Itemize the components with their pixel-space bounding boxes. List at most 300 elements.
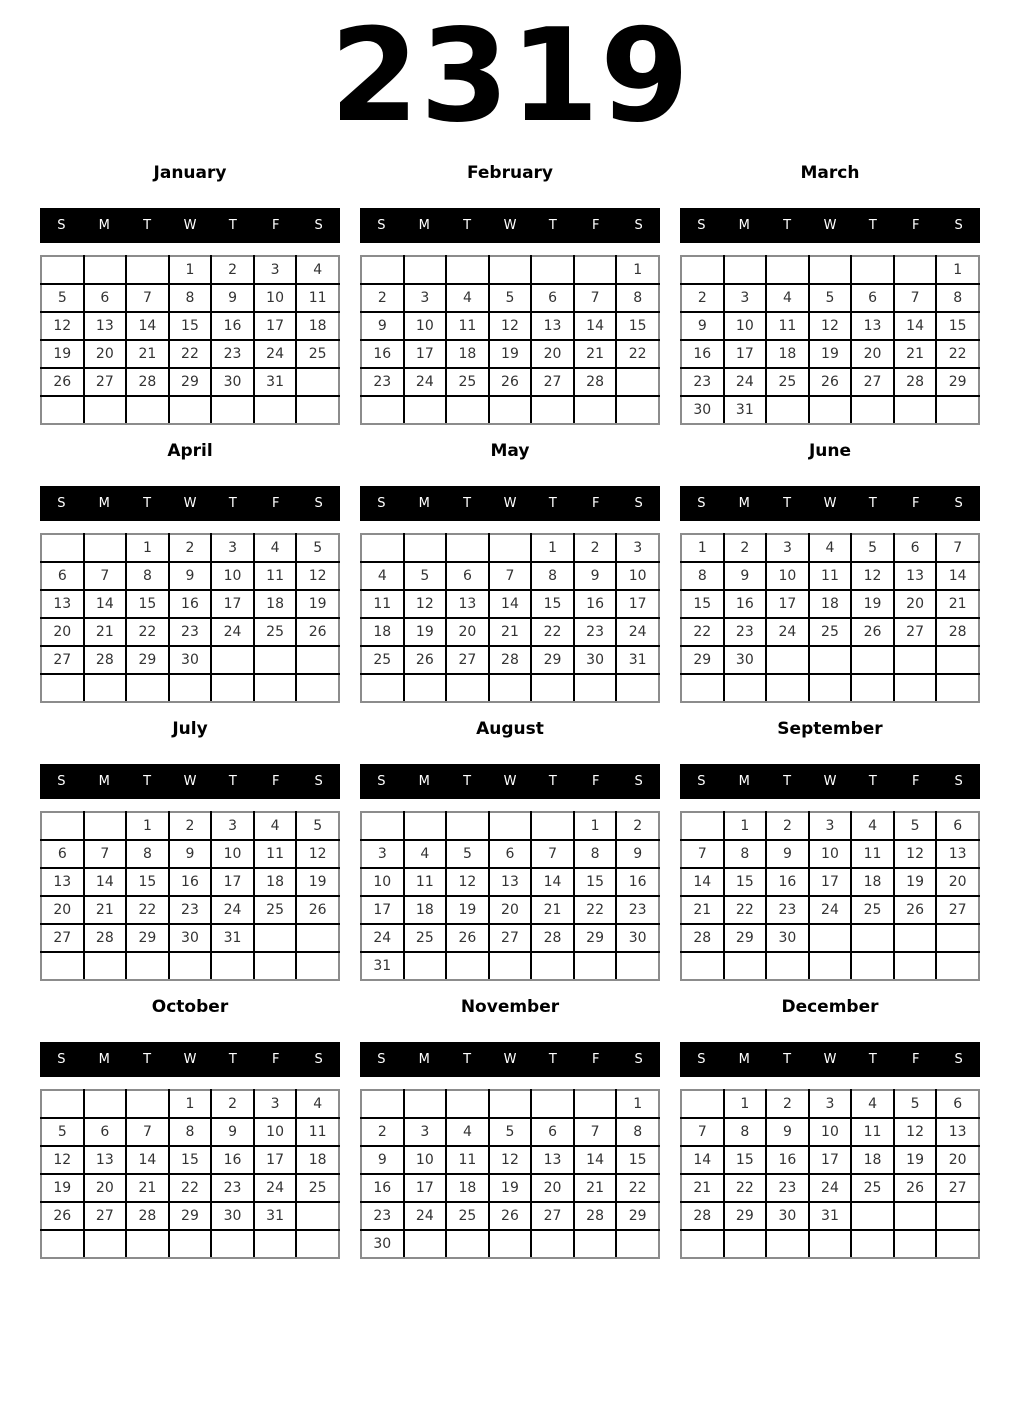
weekday-label: T xyxy=(228,218,237,233)
day-cell: 8 xyxy=(724,840,767,868)
day-cell: 8 xyxy=(724,1118,767,1146)
day-cell: 10 xyxy=(404,1146,447,1174)
empty-day-cell xyxy=(361,812,404,840)
week-row xyxy=(361,1202,659,1230)
empty-day-cell xyxy=(126,952,169,980)
day-cell: 4 xyxy=(809,534,852,562)
day-cell: 19 xyxy=(809,340,852,368)
empty-day-cell xyxy=(41,674,84,702)
empty-day-cell xyxy=(809,396,852,424)
day-cell: 14 xyxy=(489,590,532,618)
week-row xyxy=(41,368,339,396)
weekday-label: T xyxy=(548,774,557,789)
week-row xyxy=(41,952,339,980)
week-row xyxy=(361,646,659,674)
weekday-label: S xyxy=(377,1052,386,1067)
month xyxy=(40,996,340,1259)
day-cell: 11 xyxy=(254,562,297,590)
day-cell: 14 xyxy=(936,562,979,590)
weekday-label: W xyxy=(183,218,197,233)
calendar-table xyxy=(680,1089,980,1259)
day-cell: 4 xyxy=(446,1118,489,1146)
empty-day-cell xyxy=(126,256,169,284)
weekday-label: F xyxy=(591,218,600,233)
empty-day-cell xyxy=(84,396,127,424)
empty-day-cell xyxy=(254,952,297,980)
week-row xyxy=(681,674,979,702)
day-cell: 4 xyxy=(296,1090,339,1118)
empty-day-cell xyxy=(489,952,532,980)
day-cell: 3 xyxy=(211,812,254,840)
month-title: June xyxy=(808,441,852,461)
empty-day-cell xyxy=(531,1090,574,1118)
day-cell: 9 xyxy=(724,562,767,590)
calendar-table xyxy=(360,1089,660,1259)
day-cell: 5 xyxy=(894,812,937,840)
weekday-label: S xyxy=(634,1052,643,1067)
weekday-label: T xyxy=(463,496,472,511)
day-cell: 13 xyxy=(446,590,489,618)
day-cell: 19 xyxy=(851,590,894,618)
day-cell: 26 xyxy=(404,646,447,674)
empty-day-cell xyxy=(446,396,489,424)
week-row xyxy=(41,674,339,702)
week-row xyxy=(361,896,659,924)
day-cell: 4 xyxy=(254,812,297,840)
week-row xyxy=(681,340,979,368)
day-cell: 30 xyxy=(681,396,724,424)
empty-day-cell xyxy=(894,952,937,980)
day-cell: 2 xyxy=(211,256,254,284)
weekday-label: M xyxy=(418,1052,430,1067)
day-cell: 10 xyxy=(211,562,254,590)
day-cell: 31 xyxy=(211,924,254,952)
calendar-table xyxy=(40,811,340,981)
week-row xyxy=(41,1230,339,1258)
empty-day-cell xyxy=(41,534,84,562)
day-cell: 19 xyxy=(894,868,937,896)
week-row xyxy=(361,368,659,396)
day-cell: 4 xyxy=(361,562,404,590)
day-cell: 25 xyxy=(851,896,894,924)
week-row xyxy=(681,368,979,396)
day-cell: 10 xyxy=(361,868,404,896)
calendar-table xyxy=(360,255,660,425)
empty-day-cell xyxy=(681,952,724,980)
day-cell: 28 xyxy=(574,1202,617,1230)
day-cell: 17 xyxy=(616,590,659,618)
empty-day-cell xyxy=(809,952,852,980)
weekday-label: W xyxy=(503,218,517,233)
weekday-label: T xyxy=(783,218,792,233)
empty-day-cell xyxy=(84,812,127,840)
day-cell: 10 xyxy=(616,562,659,590)
day-cell: 11 xyxy=(404,868,447,896)
empty-day-cell xyxy=(681,674,724,702)
day-cell: 28 xyxy=(894,368,937,396)
empty-day-cell xyxy=(894,924,937,952)
day-cell: 9 xyxy=(681,312,724,340)
month xyxy=(680,718,980,981)
weekday-label: T xyxy=(868,496,877,511)
day-cell: 9 xyxy=(766,840,809,868)
weekday-header-bar xyxy=(40,208,340,243)
day-cell: 13 xyxy=(936,840,979,868)
empty-day-cell xyxy=(126,674,169,702)
empty-day-cell xyxy=(531,674,574,702)
day-cell: 9 xyxy=(211,284,254,312)
empty-day-cell xyxy=(851,674,894,702)
week-row xyxy=(361,534,659,562)
empty-day-cell xyxy=(211,646,254,674)
day-cell: 21 xyxy=(574,340,617,368)
week-row xyxy=(681,1146,979,1174)
day-cell: 16 xyxy=(211,1146,254,1174)
weekday-label: T xyxy=(868,774,877,789)
empty-day-cell xyxy=(361,1090,404,1118)
week-row xyxy=(361,590,659,618)
weekday-label: T xyxy=(548,496,557,511)
day-cell: 22 xyxy=(574,896,617,924)
day-cell: 10 xyxy=(254,284,297,312)
empty-day-cell xyxy=(254,396,297,424)
day-cell: 23 xyxy=(766,896,809,924)
day-cell: 6 xyxy=(531,1118,574,1146)
week-row xyxy=(41,1202,339,1230)
day-cell: 17 xyxy=(254,1146,297,1174)
week-row xyxy=(681,256,979,284)
day-cell: 24 xyxy=(766,618,809,646)
day-cell: 27 xyxy=(851,368,894,396)
day-cell: 8 xyxy=(169,1118,212,1146)
day-cell: 24 xyxy=(616,618,659,646)
weekday-label: W xyxy=(503,1052,517,1067)
weekday-label: S xyxy=(314,774,323,789)
empty-day-cell xyxy=(169,952,212,980)
day-cell: 23 xyxy=(361,368,404,396)
day-cell: 13 xyxy=(531,1146,574,1174)
weekday-label: T xyxy=(228,1052,237,1067)
day-cell: 7 xyxy=(681,1118,724,1146)
week-row xyxy=(681,590,979,618)
month xyxy=(680,162,980,425)
week-row xyxy=(41,840,339,868)
day-cell: 21 xyxy=(574,1174,617,1202)
week-row xyxy=(361,868,659,896)
day-cell: 20 xyxy=(446,618,489,646)
empty-day-cell xyxy=(489,1230,532,1258)
day-cell: 31 xyxy=(809,1202,852,1230)
empty-day-cell xyxy=(296,952,339,980)
month xyxy=(40,440,340,703)
weekday-label: T xyxy=(868,218,877,233)
day-cell: 26 xyxy=(41,1202,84,1230)
day-cell: 12 xyxy=(809,312,852,340)
day-cell: 21 xyxy=(894,340,937,368)
empty-day-cell xyxy=(254,646,297,674)
weekday-label: S xyxy=(314,496,323,511)
calendar-table-body xyxy=(681,534,979,702)
empty-day-cell xyxy=(851,1230,894,1258)
weekday-header-bar xyxy=(360,486,660,521)
empty-day-cell xyxy=(766,674,809,702)
week-row xyxy=(681,924,979,952)
day-cell: 27 xyxy=(531,1202,574,1230)
empty-day-cell xyxy=(616,368,659,396)
day-cell: 29 xyxy=(169,368,212,396)
day-cell: 22 xyxy=(724,1174,767,1202)
day-cell: 15 xyxy=(724,868,767,896)
month xyxy=(40,162,340,425)
day-cell: 18 xyxy=(766,340,809,368)
week-row xyxy=(41,256,339,284)
day-cell: 23 xyxy=(681,368,724,396)
day-cell: 21 xyxy=(681,1174,724,1202)
day-cell: 28 xyxy=(84,646,127,674)
day-cell: 4 xyxy=(404,840,447,868)
weekday-label: S xyxy=(954,774,963,789)
empty-day-cell xyxy=(84,1230,127,1258)
day-cell: 25 xyxy=(851,1174,894,1202)
empty-day-cell xyxy=(574,396,617,424)
day-cell: 18 xyxy=(446,340,489,368)
day-cell: 6 xyxy=(84,284,127,312)
empty-day-cell xyxy=(616,674,659,702)
day-cell: 2 xyxy=(681,284,724,312)
day-cell: 21 xyxy=(489,618,532,646)
day-cell: 19 xyxy=(446,896,489,924)
month-title: September xyxy=(777,719,883,739)
empty-day-cell xyxy=(574,674,617,702)
day-cell: 24 xyxy=(361,924,404,952)
day-cell: 19 xyxy=(41,340,84,368)
weekday-label: M xyxy=(98,1052,110,1067)
day-cell: 16 xyxy=(616,868,659,896)
day-cell: 2 xyxy=(766,812,809,840)
empty-day-cell xyxy=(361,674,404,702)
weekday-header-bar xyxy=(680,764,980,799)
day-cell: 17 xyxy=(724,340,767,368)
day-cell: 3 xyxy=(361,840,404,868)
weekday-label: W xyxy=(503,774,517,789)
empty-day-cell xyxy=(446,1090,489,1118)
day-cell: 8 xyxy=(616,1118,659,1146)
weekday-label: W xyxy=(503,496,517,511)
day-cell: 3 xyxy=(616,534,659,562)
day-cell: 8 xyxy=(126,840,169,868)
empty-day-cell xyxy=(766,256,809,284)
empty-day-cell xyxy=(296,924,339,952)
weekday-label: M xyxy=(418,496,430,511)
day-cell: 3 xyxy=(766,534,809,562)
day-cell: 11 xyxy=(446,312,489,340)
day-cell: 11 xyxy=(361,590,404,618)
day-cell: 26 xyxy=(489,1202,532,1230)
day-cell: 20 xyxy=(851,340,894,368)
empty-day-cell xyxy=(809,1230,852,1258)
day-cell: 4 xyxy=(766,284,809,312)
day-cell: 31 xyxy=(616,646,659,674)
day-cell: 21 xyxy=(84,896,127,924)
day-cell: 15 xyxy=(681,590,724,618)
day-cell: 10 xyxy=(809,840,852,868)
day-cell: 2 xyxy=(361,1118,404,1146)
day-cell: 10 xyxy=(809,1118,852,1146)
day-cell: 29 xyxy=(126,924,169,952)
day-cell: 31 xyxy=(361,952,404,980)
week-row xyxy=(681,896,979,924)
weekday-label: T xyxy=(463,774,472,789)
day-cell: 1 xyxy=(724,1090,767,1118)
empty-day-cell xyxy=(211,1230,254,1258)
month-title: December xyxy=(781,997,879,1017)
day-cell: 20 xyxy=(936,1146,979,1174)
day-cell: 16 xyxy=(169,590,212,618)
empty-day-cell xyxy=(446,534,489,562)
day-cell: 24 xyxy=(809,896,852,924)
day-cell: 22 xyxy=(681,618,724,646)
empty-day-cell xyxy=(404,674,447,702)
weekday-label: F xyxy=(591,774,600,789)
empty-day-cell xyxy=(574,256,617,284)
day-cell: 26 xyxy=(41,368,84,396)
week-row xyxy=(681,1174,979,1202)
month xyxy=(680,996,980,1259)
empty-day-cell xyxy=(446,256,489,284)
week-row xyxy=(681,646,979,674)
day-cell: 28 xyxy=(574,368,617,396)
day-cell: 12 xyxy=(851,562,894,590)
day-cell: 5 xyxy=(41,1118,84,1146)
weekday-header-bar xyxy=(680,1042,980,1077)
weekday-label: S xyxy=(634,496,643,511)
day-cell: 2 xyxy=(169,534,212,562)
day-cell: 27 xyxy=(936,1174,979,1202)
day-cell: 16 xyxy=(361,1174,404,1202)
day-cell: 14 xyxy=(681,868,724,896)
day-cell: 20 xyxy=(84,1174,127,1202)
day-cell: 16 xyxy=(361,340,404,368)
weekday-label: S xyxy=(314,218,323,233)
day-cell: 29 xyxy=(531,646,574,674)
week-row xyxy=(41,812,339,840)
month xyxy=(40,718,340,981)
week-row xyxy=(361,256,659,284)
weekday-label: S xyxy=(57,496,66,511)
empty-day-cell xyxy=(404,1090,447,1118)
week-row xyxy=(361,562,659,590)
week-row xyxy=(41,1174,339,1202)
day-cell: 6 xyxy=(84,1118,127,1146)
day-cell: 1 xyxy=(126,534,169,562)
day-cell: 9 xyxy=(361,312,404,340)
weekday-label: S xyxy=(954,218,963,233)
empty-day-cell xyxy=(404,396,447,424)
day-cell: 6 xyxy=(936,1090,979,1118)
day-cell: 26 xyxy=(446,924,489,952)
weekday-label: W xyxy=(823,218,837,233)
day-cell: 25 xyxy=(766,368,809,396)
empty-day-cell xyxy=(404,534,447,562)
empty-day-cell xyxy=(574,952,617,980)
empty-day-cell xyxy=(446,674,489,702)
calendar-table xyxy=(680,255,980,425)
day-cell: 24 xyxy=(809,1174,852,1202)
day-cell: 17 xyxy=(254,312,297,340)
day-cell: 24 xyxy=(724,368,767,396)
day-cell: 7 xyxy=(84,562,127,590)
day-cell: 10 xyxy=(724,312,767,340)
weekday-label: T xyxy=(463,1052,472,1067)
empty-day-cell xyxy=(489,256,532,284)
week-row xyxy=(361,312,659,340)
empty-day-cell xyxy=(851,646,894,674)
empty-day-cell xyxy=(809,924,852,952)
week-row xyxy=(41,924,339,952)
day-cell: 3 xyxy=(809,1090,852,1118)
calendar-table xyxy=(40,533,340,703)
week-row xyxy=(681,868,979,896)
day-cell: 27 xyxy=(446,646,489,674)
empty-day-cell xyxy=(851,256,894,284)
day-cell: 26 xyxy=(296,896,339,924)
weekday-label: M xyxy=(418,774,430,789)
empty-day-cell xyxy=(616,396,659,424)
weekday-header-bar xyxy=(360,1042,660,1077)
empty-day-cell xyxy=(681,812,724,840)
day-cell: 30 xyxy=(361,1230,404,1258)
month-title: April xyxy=(167,441,213,461)
empty-day-cell xyxy=(681,1090,724,1118)
weekday-label: S xyxy=(697,774,706,789)
empty-day-cell xyxy=(41,256,84,284)
day-cell: 3 xyxy=(254,256,297,284)
year-title: 2319 xyxy=(329,1,691,151)
weekday-label: T xyxy=(143,1052,152,1067)
empty-day-cell xyxy=(404,1230,447,1258)
day-cell: 14 xyxy=(84,868,127,896)
day-cell: 19 xyxy=(296,590,339,618)
day-cell: 29 xyxy=(574,924,617,952)
empty-day-cell xyxy=(894,256,937,284)
day-cell: 29 xyxy=(724,924,767,952)
weekday-label: F xyxy=(591,496,600,511)
week-row xyxy=(361,1230,659,1258)
weekday-label: M xyxy=(98,218,110,233)
day-cell: 18 xyxy=(404,896,447,924)
empty-day-cell xyxy=(41,1230,84,1258)
day-cell: 16 xyxy=(574,590,617,618)
weekday-label: T xyxy=(868,1052,877,1067)
week-row xyxy=(361,340,659,368)
day-cell: 23 xyxy=(724,618,767,646)
day-cell: 27 xyxy=(84,1202,127,1230)
empty-day-cell xyxy=(894,396,937,424)
day-cell: 9 xyxy=(169,562,212,590)
day-cell: 12 xyxy=(894,1118,937,1146)
empty-day-cell xyxy=(894,646,937,674)
weekday-label: S xyxy=(57,1052,66,1067)
day-cell: 23 xyxy=(169,896,212,924)
day-cell: 27 xyxy=(41,924,84,952)
day-cell: 12 xyxy=(489,1146,532,1174)
calendar-table xyxy=(360,533,660,703)
weekday-label: M xyxy=(418,218,430,233)
empty-day-cell xyxy=(296,646,339,674)
day-cell: 25 xyxy=(446,1202,489,1230)
day-cell: 15 xyxy=(574,868,617,896)
day-cell: 1 xyxy=(724,812,767,840)
